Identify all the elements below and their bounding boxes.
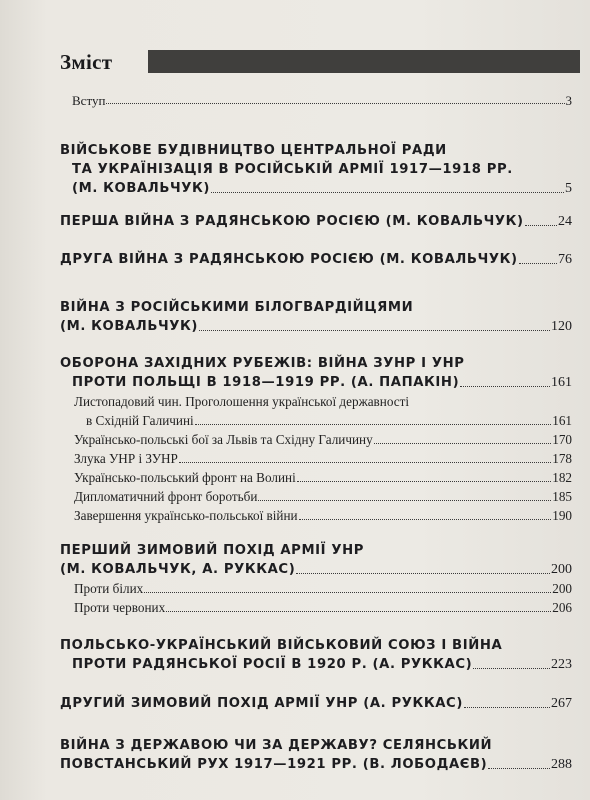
toc-entry-intro[interactable] [60, 93, 572, 109]
header-decorative-bar [148, 50, 580, 73]
entry-title-line-2: ТА УКРАЇНІЗАЦІЯ В РОСІЙСЬКІЙ АРМІЇ 1917—1918 РР. [72, 162, 513, 177]
leader-dots [258, 500, 551, 501]
subentry-title: Проти білих [74, 581, 144, 596]
leader-dots [296, 573, 550, 574]
subentry-title: Злука УНР і ЗУНР [74, 451, 178, 466]
toc-subentries-6 [60, 579, 572, 617]
page-number: 288 [551, 757, 572, 772]
entry-title: ДРУГА ВІЙНА З РАДЯНСЬКОЮ РОСІЄЮ (М. КОВАЛЬЧУК) [60, 252, 518, 267]
leader-dots [144, 592, 551, 593]
toc-subentries-5 [60, 392, 572, 525]
leader-dots [473, 668, 550, 669]
page-number: 170 [552, 432, 572, 447]
entry-title: Вступ [72, 93, 106, 108]
leader-dots [519, 263, 557, 264]
page-number: 200 [552, 581, 572, 596]
entry-title-line-2: ПОВСТАНСЬКИЙ РУХ 1917—1921 РР. (В. ЛОБОДАЄВ) [60, 757, 488, 772]
leader-dots [179, 462, 551, 463]
page-number: 185 [552, 489, 572, 504]
leader-dots [488, 768, 550, 769]
page-number: 120 [551, 319, 572, 334]
subentry-title-line-1: Листопадовий чин. Проголошення української державності [74, 394, 410, 409]
subentry[interactable] [60, 449, 572, 468]
toc-entry-1[interactable] [60, 141, 572, 198]
entry-title-line-1: ОБОРОНА ЗАХІДНИХ РУБЕЖІВ: ВІЙНА ЗУНР І УНР [60, 356, 465, 371]
subentry-title: Завершення українсько-польської війни [74, 508, 298, 523]
entry-title-line-2: (М. КОВАЛЬЧУК, А. РУККАС) [60, 562, 296, 577]
subentry[interactable] [60, 506, 572, 525]
leader-dots [297, 481, 551, 482]
subentry-title: Українсько-польський фронт на Волині [74, 470, 296, 485]
page-number: 200 [551, 562, 572, 577]
page-number: 190 [552, 508, 572, 523]
toc-entry-4[interactable] [60, 298, 572, 336]
page-number: 76 [558, 252, 572, 267]
subentry[interactable] [60, 598, 572, 617]
toc-entry-6[interactable] [60, 541, 572, 579]
entry-title: ПЕРША ВІЙНА З РАДЯНСЬКОЮ РОСІЄЮ (М. КОВАЛЬЧУК) [60, 214, 524, 229]
subentry-title: Проти червоних [74, 600, 166, 615]
leader-dots [211, 192, 564, 193]
subentry[interactable] [60, 430, 572, 449]
subentry[interactable] [60, 487, 572, 506]
toc-entry-9[interactable] [60, 736, 572, 774]
leader-dots [299, 519, 552, 520]
page-number: 178 [552, 451, 572, 466]
leader-dots [525, 225, 557, 226]
subentry-title: Дипломатичний фронт боротьби [74, 489, 258, 504]
page-number: 182 [552, 470, 572, 485]
page-number: 267 [551, 696, 572, 711]
leader-dots [106, 103, 564, 104]
subentry-title: Українсько-польські бої за Львів та Східну Галичину [74, 432, 373, 447]
toc-entry-3[interactable] [60, 250, 572, 269]
toc-entry-7[interactable] [60, 636, 572, 674]
page-number: 5 [565, 181, 572, 196]
leader-dots [199, 330, 550, 331]
page-number: 206 [552, 600, 572, 615]
leader-dots [166, 611, 551, 612]
entry-title-line-1: ВІЙНА З РОСІЙСЬКИМИ БІЛОГВАРДІЙЦЯМИ [60, 300, 414, 315]
entry-title-line-3: (М. КОВАЛЬЧУК) [72, 181, 211, 196]
subentry[interactable] [60, 579, 572, 598]
subentry[interactable] [60, 392, 572, 411]
leader-dots [464, 707, 550, 708]
leader-dots [195, 424, 552, 425]
entry-title-line-2: ПРОТИ РАДЯНСЬКОЇ РОСІЇ В 1920 Р. (А. РУККАС) [72, 657, 473, 672]
toc-entry-8[interactable] [60, 694, 572, 713]
page-number: 3 [565, 93, 572, 108]
entry-title-line-2: ПРОТИ ПОЛЬЩІ В 1918—1919 РР. (А. ПАПАКІН) [72, 375, 460, 390]
leader-dots [374, 443, 552, 444]
page-number: 161 [552, 413, 572, 428]
entry-title-line-1: ПЕРШИЙ ЗИМОВИЙ ПОХІД АРМІЇ УНР [60, 543, 365, 558]
subentry-title-line-2: в Східній Галичині [86, 413, 194, 428]
page-number: 161 [551, 375, 572, 390]
entry-title-line-1: ВІЙНА З ДЕРЖАВОЮ ЧИ ЗА ДЕРЖАВУ? СЕЛЯНСЬКИЙ [60, 738, 493, 753]
page-number: 223 [551, 657, 572, 672]
subentry[interactable] [60, 411, 572, 430]
toc-entry-2[interactable] [60, 212, 572, 231]
page-number: 24 [558, 214, 572, 229]
leader-dots [460, 386, 550, 387]
entry-title-line-1: ВІЙСЬКОВЕ БУДІВНИЦТВО ЦЕНТРАЛЬНОЇ РАДИ [60, 143, 447, 158]
subentry[interactable] [60, 468, 572, 487]
toc-entry-5[interactable] [60, 354, 572, 392]
entry-title-line-1: ПОЛЬСЬКО-УКРАЇНСЬКИЙ ВІЙСЬКОВИЙ СОЮЗ І ВІЙНА [60, 638, 503, 653]
entry-title: ДРУГИЙ ЗИМОВИЙ ПОХІД АРМІЇ УНР (А. РУККАС) [60, 696, 463, 711]
entry-title-line-2: (М. КОВАЛЬЧУК) [60, 319, 199, 334]
toc-title: Зміст [60, 50, 113, 74]
